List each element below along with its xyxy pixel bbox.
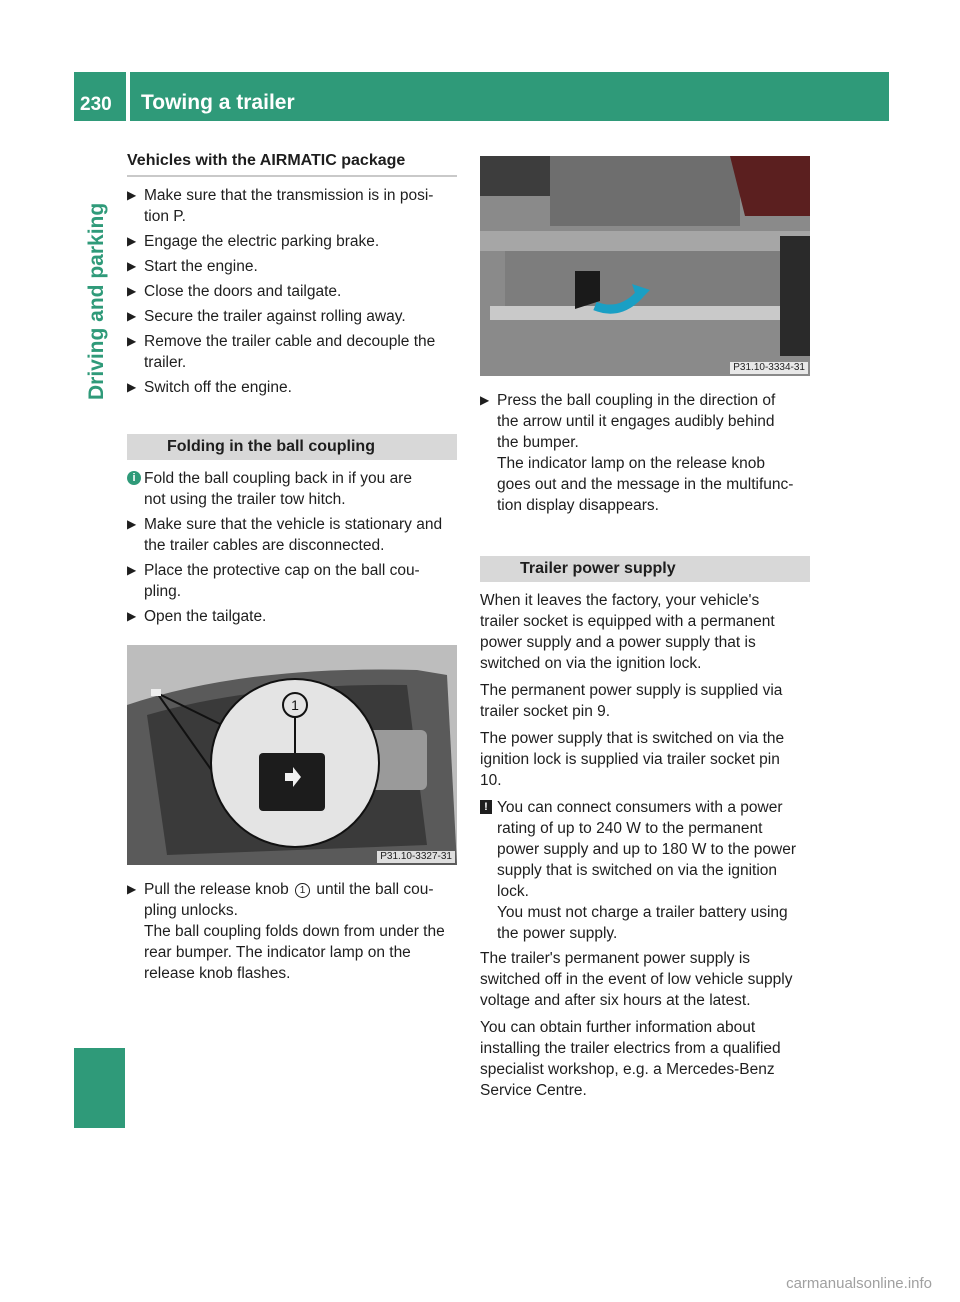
figure-code: P31.10-3334-31 [730, 362, 808, 374]
instruction-step [127, 306, 457, 327]
step-arrow-icon: ▶ [127, 882, 137, 896]
instruction-step [127, 377, 457, 398]
step-text: Start the engine. [144, 258, 258, 275]
tailgate-illustration [127, 645, 457, 865]
step-text: Make sure that the vehicle is stationary and the trailer cables are disconnected. [144, 516, 443, 554]
step-text: Close the doors and tailgate. [144, 283, 342, 300]
paragraph: When it leaves the factory, your vehicle's trailer socket is equipped with a permanent power supply and a power supply that is switched on via the ignition lock. [480, 592, 775, 672]
tailgate-release-figure [127, 645, 457, 865]
callout-marker: 1 [295, 883, 310, 898]
figure-code: P31.10-3327-31 [377, 851, 455, 863]
fold-heading: Folding in the ball coupling [127, 434, 457, 460]
step-text: Secure the trailer against rolling away. [144, 308, 406, 325]
step-arrow-icon: ▶ [127, 609, 137, 623]
step-arrow-icon: ▶ [127, 284, 137, 298]
step-text: Switch off the engine. [144, 379, 292, 396]
instruction-step [127, 606, 457, 627]
right-column [480, 156, 810, 1107]
instruction-step [127, 331, 457, 373]
instruction-step [127, 185, 457, 227]
paragraph: The permanent power supply is supplied via trailer socket pin 9. [480, 682, 783, 720]
left-column [127, 150, 457, 988]
step-text: Place the protective cap on the ball cou- pling. [144, 562, 420, 600]
note-text: Fold the ball coupling back in if you are not using the trailer tow hitch. [144, 470, 412, 508]
step-arrow-icon: ▶ [480, 393, 490, 407]
instruction-step [127, 514, 457, 556]
info-note [127, 468, 457, 510]
step-text: Remove the trailer cable and decouple the trailer. [144, 333, 436, 371]
info-icon: i [127, 471, 141, 485]
paragraph: You can obtain further information about installing the trailer electrics from a qualified specialist workshop, e.g. a Mercedes-Benz Service Centre. [480, 1019, 781, 1099]
warning-icon: ! [480, 800, 492, 814]
step-arrow-icon: ▶ [127, 563, 137, 577]
instruction-step [127, 560, 457, 602]
step-arrow-icon: ▶ [127, 188, 137, 202]
step-arrow-icon: ▶ [127, 334, 137, 348]
power-supply-heading: Trailer power supply [480, 556, 810, 582]
step-text: Press the ball coupling in the direction of the arrow until it engages audibly behind the bumper. The indicator lamp on the release knob goes out and the message in the multifunc- tion display disappears. [497, 392, 794, 514]
step-arrow-icon: ▶ [127, 234, 137, 248]
page-number: 230 [80, 94, 112, 115]
instruction-step [480, 390, 810, 516]
chapter-label: Driving and parking [85, 202, 108, 400]
paragraph: The trailer's permanent power supply is switched off in the event of low vehicle supply voltage and after six hours at the latest. [480, 950, 793, 1009]
airmatic-heading: Vehicles with the AIRMATIC package [127, 150, 457, 177]
page-header [74, 72, 889, 121]
step-text: Engage the electric parking brake. [144, 233, 380, 250]
bumper-illustration [480, 156, 810, 376]
step-text: Pull the release knob 1 until the ball cou- pling unlocks. The ball coupling folds down from under the rear bumper. The indicator lamp on the release knob flashes. [144, 881, 445, 982]
step-arrow-icon: ▶ [127, 517, 137, 531]
step-arrow-icon: ▶ [127, 309, 137, 323]
page-title: Towing a trailer [141, 91, 295, 114]
instruction-step [127, 281, 457, 302]
note-text: You can connect consumers with a power rating of up to 240 W to the permanent power supply and up to 180 W to the power supply that is switched on via the ignition lock. You must not charge a trailer battery using the power supply. [497, 799, 796, 942]
step-text: Open the tailgate. [144, 608, 267, 625]
step-arrow-icon: ▶ [127, 380, 137, 394]
paragraph: The power supply that is switched on via the ignition lock is supplied via trailer socket pin 10. [480, 730, 785, 789]
instruction-step [127, 256, 457, 277]
ball-coupling-figure [480, 156, 810, 376]
header-divider [126, 72, 130, 121]
warning-note [480, 797, 810, 944]
watermark: carmanualsonline.info [786, 1275, 932, 1292]
step-text: Make sure that the transmission is in posi- tion P. [144, 187, 434, 225]
instruction-step [127, 231, 457, 252]
callout-number: 1 [291, 697, 299, 713]
chapter-tab-block [74, 1048, 125, 1128]
step-arrow-icon: ▶ [127, 259, 137, 273]
instruction-step [127, 879, 457, 984]
